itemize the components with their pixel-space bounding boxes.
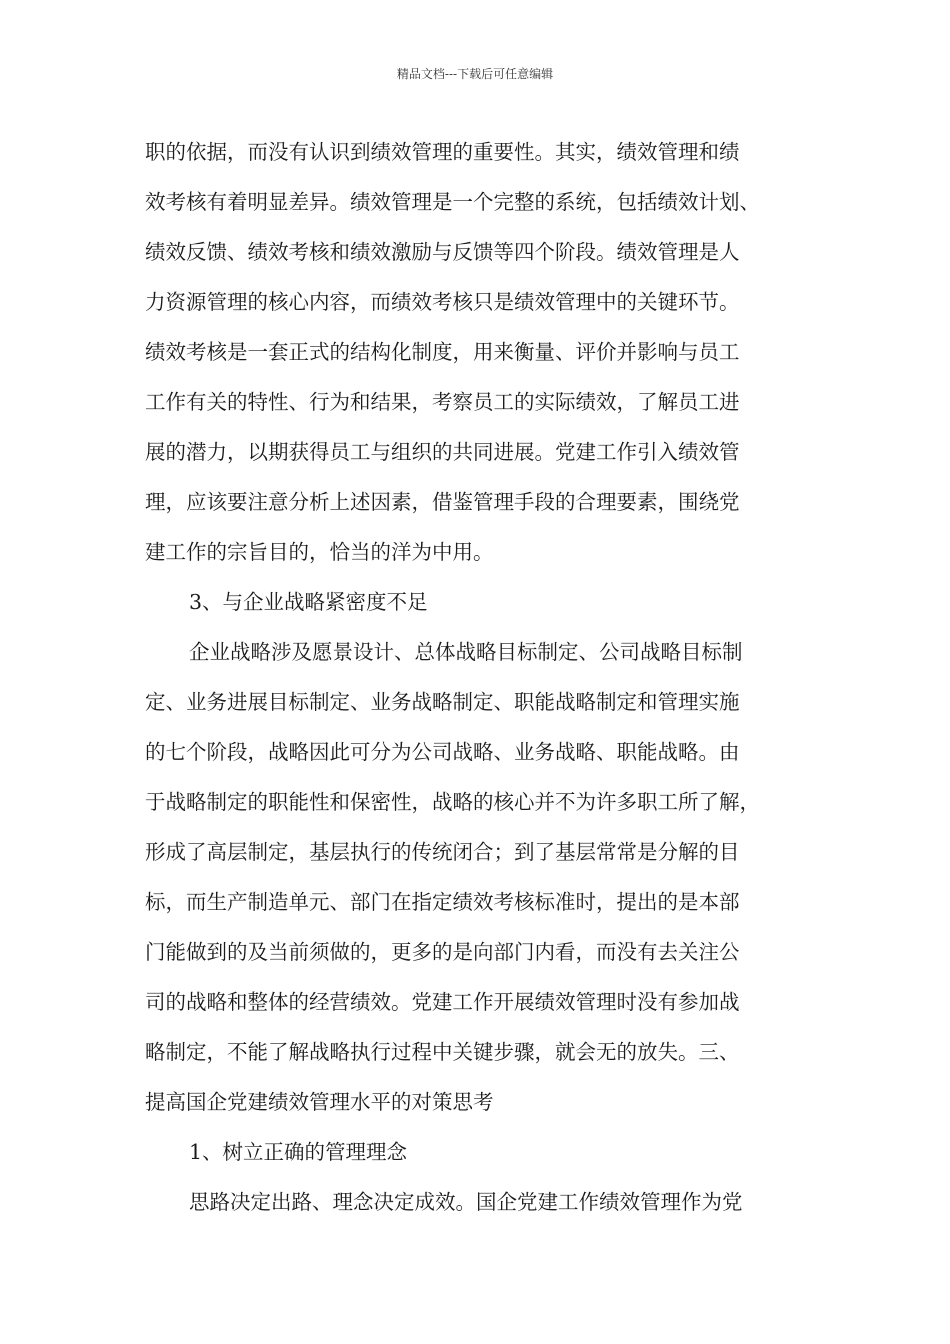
text-line: 理，应该要注意分析上述因素，借鉴管理手段的合理要素，围绕党 <box>145 490 740 514</box>
text-line: 标，而生产制造单元、部门在指定绩效考核标准时，提出的是本部 <box>145 890 740 914</box>
text-line: 定、业务进展目标制定、业务战略制定、职能战略制定和管理实施 <box>145 690 740 714</box>
text-line: 门能做到的及当前须做的，更多的是向部门内看，而没有去关注公 <box>145 940 740 964</box>
text-line: 思路决定出路、理念决定成效。国企党建工作绩效管理作为党 <box>189 1190 743 1214</box>
section-heading: 3、与企业战略紧密度不足 <box>189 590 428 614</box>
text-line: 绩效反馈、绩效考核和绩效激励与反馈等四个阶段。绩效管理是人 <box>145 240 740 264</box>
text-line: 企业战略涉及愿景设计、总体战略目标制定、公司战略目标制 <box>189 640 743 664</box>
text-line: 效考核有着明显差异。绩效管理是一个完整的系统，包括绩效计划、 <box>145 190 760 214</box>
text-line: 司的战略和整体的经营绩效。党建工作开展绩效管理时没有参加战 <box>145 990 740 1014</box>
text-line: 展的潜力，以期获得员工与组织的共同进展。党建工作引入绩效管 <box>145 440 740 464</box>
text-line: 建工作的宗旨目的，恰当的洋为中用。 <box>145 540 494 564</box>
text-line: 于战略制定的职能性和保密性，战略的核心并不为许多职工所了解， <box>145 790 760 814</box>
text-line: 的七个阶段，战略因此可分为公司战略、业务战略、职能战略。由 <box>145 740 740 764</box>
text-line: 形成了高层制定，基层执行的传统闭合；到了基层常常是分解的目 <box>145 840 740 864</box>
text-line: 略制定，不能了解战略执行过程中关键步骤，就会无的放失。三、 <box>145 1040 740 1064</box>
document-body <box>145 127 825 1227</box>
text-line: 力资源管理的核心内容，而绩效考核只是绩效管理中的关键环节。 <box>145 290 740 314</box>
text-line: 提高国企党建绩效管理水平的对策思考 <box>145 1090 494 1114</box>
text-line: 职的依据，而没有认识到绩效管理的重要性。其实，绩效管理和绩 <box>145 140 740 164</box>
section-heading: 1、树立正确的管理理念 <box>189 1140 408 1164</box>
page-header: 精品文档---下载后可任意编辑 <box>396 67 554 81</box>
text-line: 绩效考核是一套正式的结构化制度，用来衡量、评价并影响与员工 <box>145 340 740 364</box>
text-line: 工作有关的特性、行为和结果，考察员工的实际绩效，了解员工进 <box>145 390 740 414</box>
